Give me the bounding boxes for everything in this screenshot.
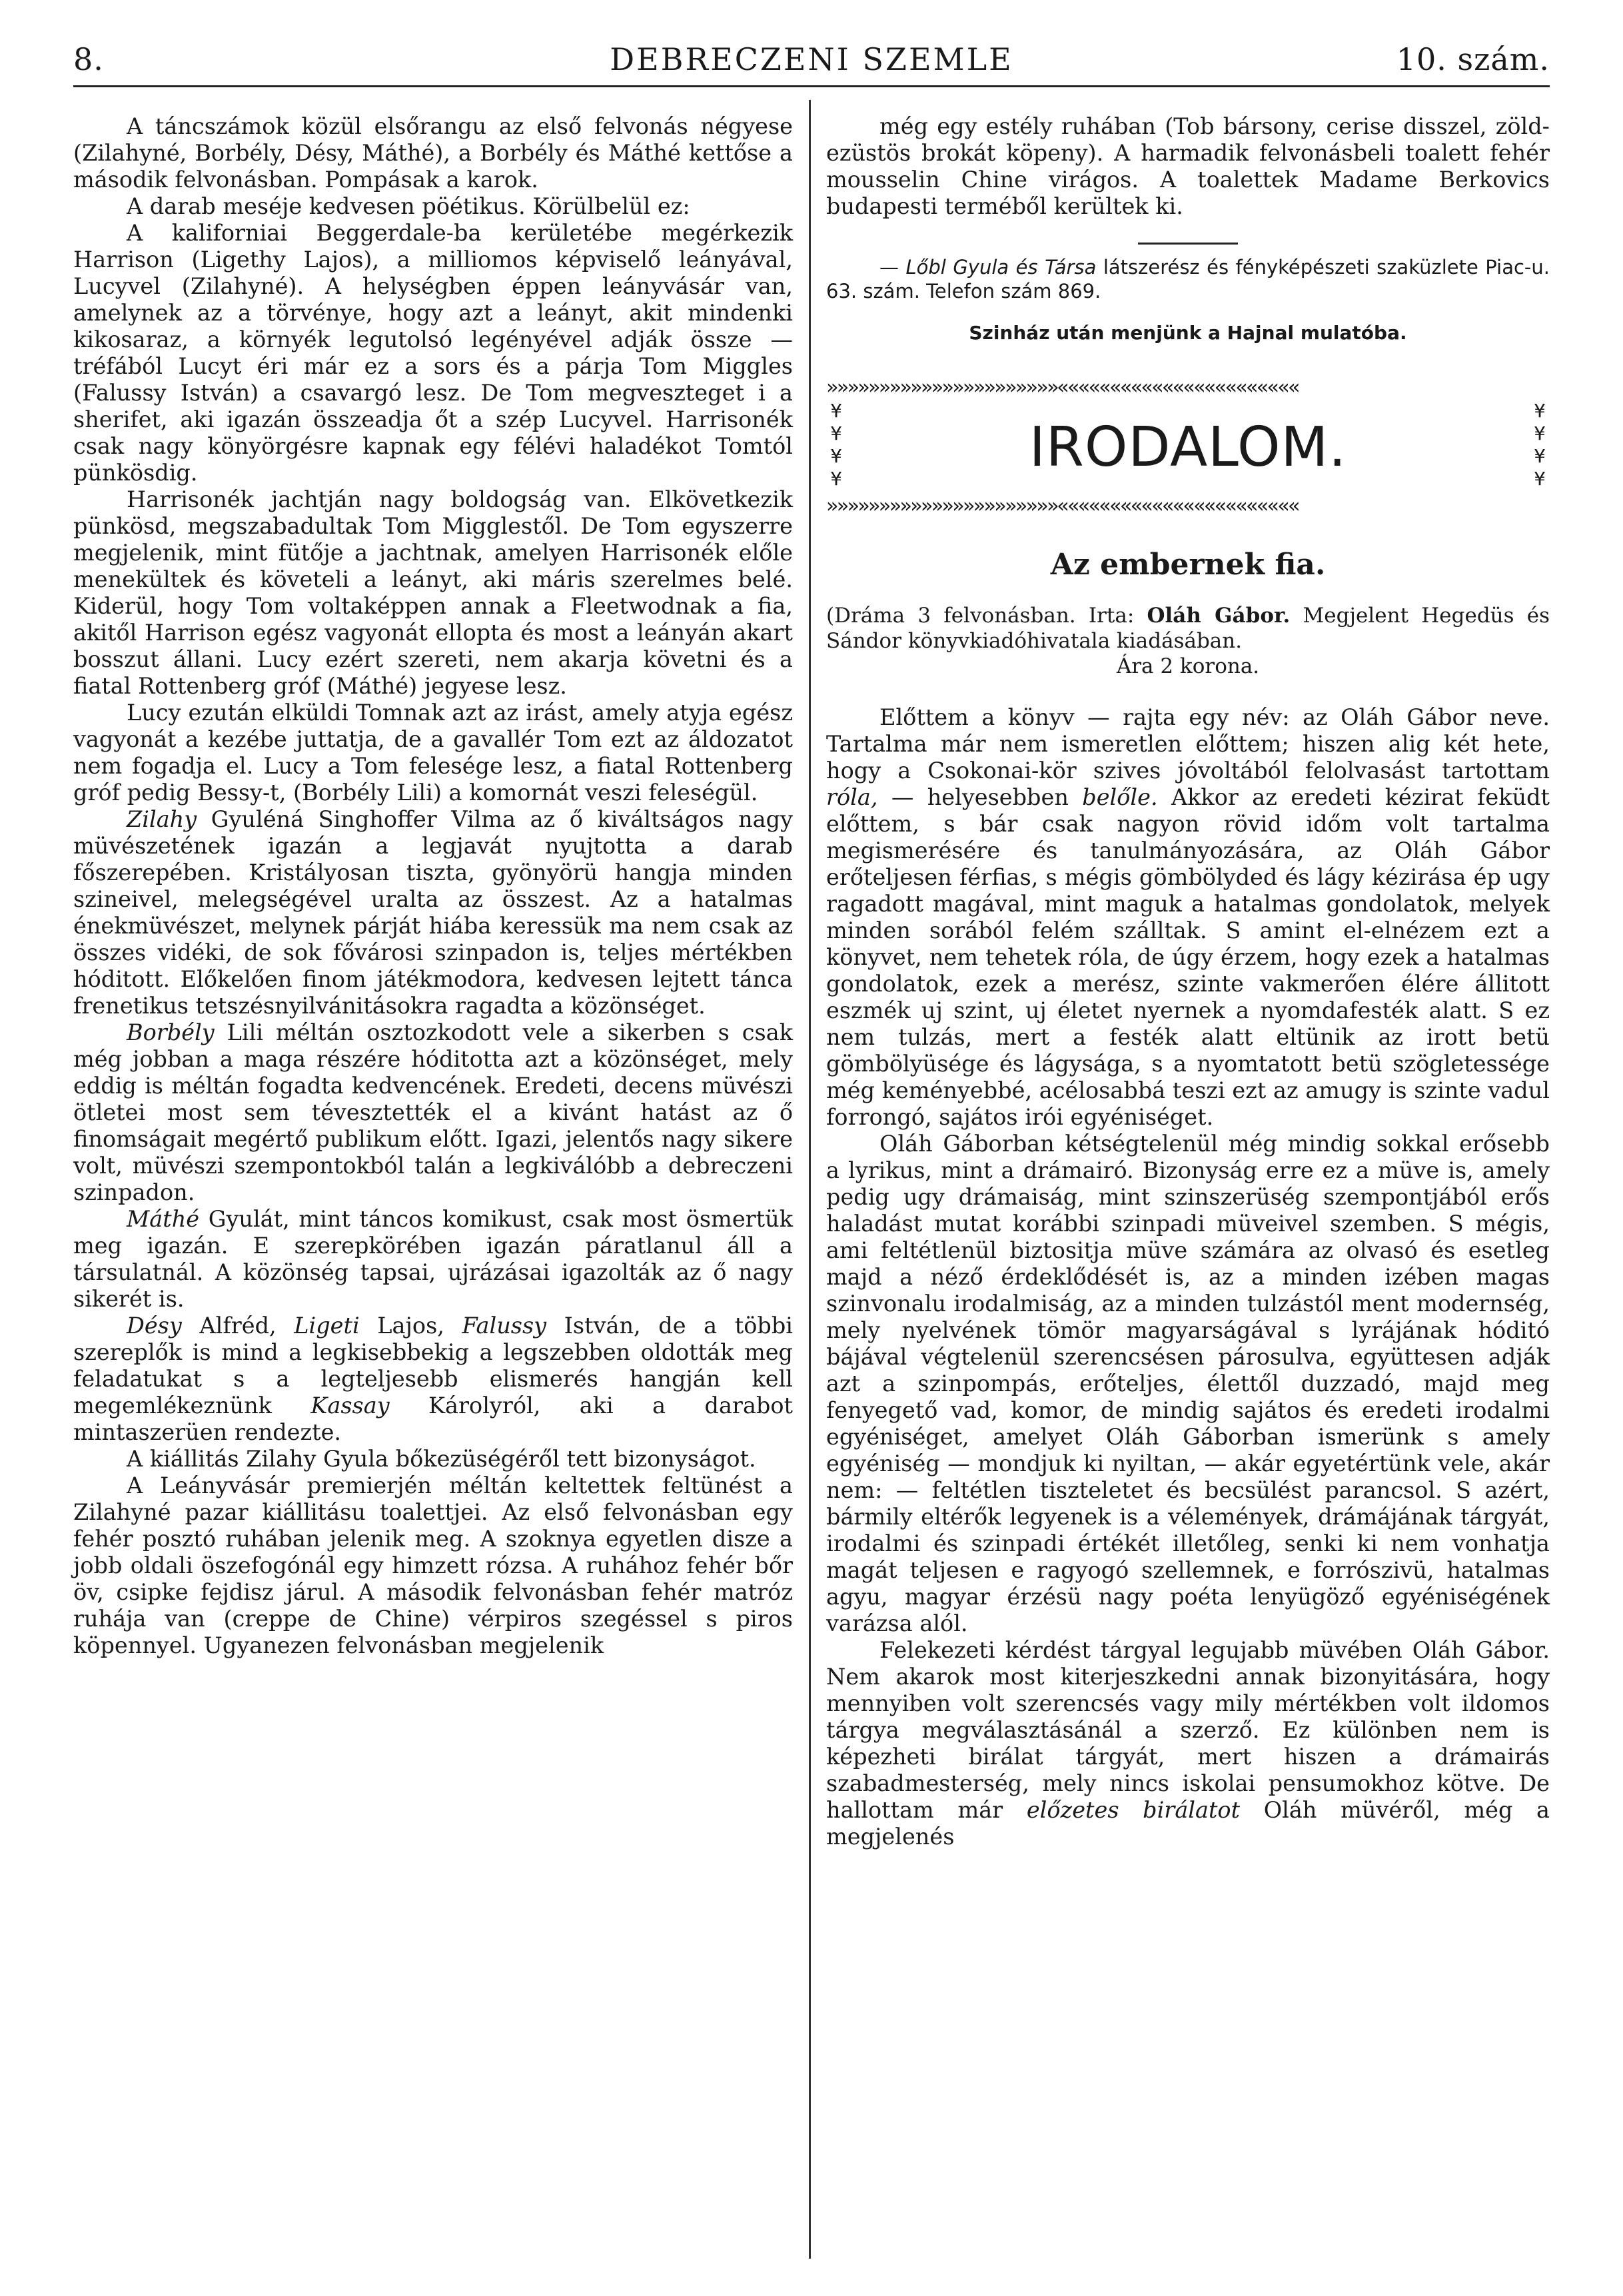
- text-run: Lajos,: [359, 1313, 462, 1339]
- section-title: IRODALOM.: [1029, 416, 1347, 479]
- text-run: Lucy ezután elküldi Tomnak azt az irást, amely atyja egész vagyonát a kezébe juttatja, de a gavallér Tom ezt az áldozatot nem fogadja el. Lucy a Tom felesége lesz, a fiatal Rottenberg gróf pedig Bessy-t, (Borbély Lili) a komornát veszi feleségül.: [73, 700, 793, 806]
- text-run: A kaliforniai Beggerdale-ba kerületébe megérkezik Harrison (Ligethy Lajos), a milliomos képviselő leányával, Lucyvel (Zilahyné). A helységben éppen leányvásár van, amelynek az a törvénye, hogy azt a leányt, akit mindenki kikosaraz, a környék legutolsó legényével adják össze — tréfából Lucyt éri már ez a sors és a párja Tom Miggles (Falussy István) a csavargó lesz. De Tom megveszteget i a sherifet, aki igazán összeadja őt a szép Lucyvel. Harrisonék csak nagy könyörgésre kapnak egy félévi haladékot Tomtól pünkösdig.: [73, 220, 793, 486]
- text-run: Gyuléná Singhoffer Vilma az ő kiváltságos nagy müvészetének igazán a legjavát nyujtotta a darab főszerepében. Kristályosan tiszta, gyönyörü hangja minden szineivel, melegségével uralta az összest. Az a hatalmas énekmüvészet, melynek párját hiába keressük ma nem csak az összes vidéki, de sok fővárosi szinpadon is, teljes mértékben hóditott. Előkelően finom játékmodora, kedvesen lejtett tánca frenetikus tetszésnyilvánitásokra ragadta a közönséget.: [73, 806, 793, 1019]
- text-run: A darab meséje kedvesen pöétikus. Körülbelül ez:: [127, 193, 690, 219]
- review-author: Oláh Gábor.: [1147, 604, 1291, 628]
- notice-divider: [1138, 243, 1238, 245]
- issue-number: 10. szám.: [1396, 41, 1550, 77]
- italic-text: Désy: [127, 1313, 182, 1339]
- advertisement-bold-line: Szinház után menjünk a Hajnal mulatóba.: [969, 322, 1407, 344]
- italic-text: Borbély: [127, 1019, 215, 1045]
- review-meta: (Dráma 3 felvonásban. Irta: Oláh Gábor. Megjelent Hegedüs és Sándor könyvkiadóhivatala kiadásában. Ára 2 korona.: [826, 604, 1550, 678]
- italic-text: Máthé: [127, 1206, 200, 1232]
- text-run: Gyulát, mint táncos komikust, csak most ösmertük meg igazán. E szerepkörében igazán páratlanul áll a társulatnál. A közönség tapsai, ujrázásai igazolták az ő nagy sikerét is.: [73, 1206, 793, 1312]
- banner-border-right: ¥ ¥ ¥ ¥: [1534, 400, 1546, 490]
- text-run: A Leányvásár premierjén méltán keltettek feltünést a Zilahyné pazar kiállitásu toalettjei. Az első felvonásban egy fehér posztó ruhában jelenik meg. A szoknya egyetlen disze a jobb oldali öszefogónál egy himzett rózsa. A ruhához fehér bőr öv, csipke fejdisz járul. A második felvonásban fehér matróz ruhája van (creppe de Chine) vérpiros szegéssel s piros köpennyel. Ugyanezen felvonásban megjelenik: [73, 1472, 793, 1658]
- text-run: A kiállitás Zilahy Gyula bőkezüségéről tett bizonyságot.: [127, 1446, 756, 1472]
- text-run: Alfréd,: [181, 1313, 294, 1339]
- paragraph: [73, 113, 793, 193]
- paragraph: [73, 1019, 793, 1206]
- review-title: Az embernek fia.: [1050, 548, 1326, 582]
- paragraph: [73, 193, 793, 220]
- paragraph: [826, 1637, 1550, 1850]
- italic-text: előzetes birálatot: [1026, 1797, 1241, 1823]
- italic-text: Ligeti: [294, 1313, 360, 1339]
- text-run: Károlyról, aki a darabot mintaszerüen rendezte.: [73, 1393, 793, 1445]
- italic-text: róla,: [826, 784, 878, 810]
- journal-title: DEBRECZENI SZEMLE: [610, 41, 1013, 77]
- paragraph: [73, 1472, 793, 1659]
- page-number: 8.: [73, 41, 104, 77]
- text-run: A táncszámok közül elsőrangu az első felvonás négyese (Zilahyné, Borbély, Désy, Máthé), a Borbély és Máthé kettőse a második felvonásban. Pompásak a karok.: [73, 113, 793, 193]
- paragraph: [73, 806, 793, 1019]
- column-divider: [809, 100, 811, 2259]
- banner-border-left: ¥ ¥ ¥ ¥: [830, 400, 842, 490]
- text-run: Felekezeti kérdést tárgyal legujabb müvében Oláh Gábor. Nem akarok most kiterjeszkedni annak bizonyitására, hogy mennyiben volt szerencsés vagy mily mértékben volt ildomos tárgya megválasztásánál a szerző. Ez különben nem is képezheti birálat tárgyát, mert hiszen a drámairás szabadmesterség, mely nincs iskolai pensumokhoz kötve. De hallottam már: [826, 1637, 1550, 1823]
- right-top-paragraph: még egy estély ruhában (Tob bársony, cerise disszel, zöld-ezüstös brokát köpeny). A harmadik felvonásbeli toalett fehér mousselin Chine virágos. A toalettek Madame Berkovics budapesti terméből kerültek ki.: [826, 113, 1550, 219]
- text-run: Oláh müvéről, még a megjelenés: [826, 1797, 1550, 1850]
- italic-text: Falussy: [462, 1313, 547, 1339]
- italic-text: Kassay: [310, 1393, 390, 1419]
- text-run: Akkor az eredeti kézirat feküdt előttem, s bár csak nagyon rövid időm volt tartalma megismerésére és tanulmányozására, az Oláh Gábor erőteljesen férfias, s mégis gömbölyded és lágy kézirása ép ugy ragadott magával, mint maguk a hatalmas gondolatok, melyek minden sorából felém szálltak. S amint el-elnézem ezt a könyvet, nem tehetek róla, de úgy érzem, hogy ezek a hatalmas gondolatok, ezek a merész, szinte vakmerően élére állitott eszmék uj szint, uj életet nyernek a nyomdafesték alatt. S ez nem tulzás, mert a festék alatt eltünik az irott betü gömbölyüsége és lágysága, s a nyomtatott betü szögletessége még keményebbé, acélosabbá teszi ezt az amugy is szinte vadul forrongó, sajátos irói egyéniséget.: [826, 784, 1550, 1130]
- advertisement-text: látszerész és fényképészeti szaküzlete Piac-u. 63. szám. Telefon szám 869.: [826, 256, 1550, 302]
- section-banner: [826, 377, 1550, 517]
- paragraph: [73, 1206, 793, 1313]
- advertisement-notice: — Lőbl Gyula és Társa látszerész és fényképészeti szaküzlete Piac-u. 63. szám. Telefon szám 869.: [826, 256, 1550, 302]
- paragraph: [73, 1313, 793, 1446]
- banner-border-top: »»»»»»»»»»»»»»»»»»»»»»«««««««««««««««««««««««: [826, 377, 1299, 398]
- italic-text: Zilahy: [127, 806, 197, 832]
- left-column: [73, 113, 793, 1659]
- paragraph: [73, 220, 793, 486]
- right-column: [826, 113, 1550, 1850]
- paragraph: [826, 704, 1550, 1131]
- review-price: Ára 2 korona.: [1116, 654, 1260, 678]
- text-run: Lili méltán osztozkodott vele a sikerben s csak még jobban a maga részére hóditotta azt a közönséget, mely eddig is méltán fogadta kedvencének. Eredeti, decens müvészi ötletei most sem tévesztették el a kivánt hatást az ő finomságait megértő publikum előtt. Igazi, jelentős nagy sikere volt, müvészi szempontokból talán a legkiválóbb a debreczeni szinpadon.: [73, 1019, 793, 1205]
- paragraph: [73, 486, 793, 700]
- text-run: Harrisonék jachtján nagy boldogság van. Elkövetkezik pünkösd, megszabadultak Tom Migglestől. De Tom egyszerre megjelenik, mint fütője a jachtnak, amelyen Harrisonék előle menekültek és követeli a leányt, aki máris szerelmes belé. Kiderül, hogy Tom voltaképpen annak a Fleetwodnak a fia, akitől Harrison egész vagyonát ellopta és most a leányán akart bosszut állani. Lucy ezért szereti, nem akarja követni és a fiatal Rottenberg gróf (Máthé) jegyese lesz.: [73, 486, 793, 699]
- italic-text: belőle.: [1082, 784, 1158, 810]
- page-header: [73, 35, 1550, 87]
- banner-border-bottom: »»»»»»»»»»»»»»»»»»»»»»«««««««««««««««««««««««: [826, 496, 1299, 517]
- header-rule: [73, 85, 1550, 87]
- text-run: — helyesebben: [877, 784, 1083, 810]
- paragraph: [826, 1131, 1550, 1637]
- advertiser-name: Lőbl Gyula és Társa: [905, 256, 1097, 279]
- text-run: Oláh Gáborban kétségtelenül még mindig sokkal erősebb a lyrikus, mint a drámairó. Bizonyság erre ez a müve is, amely pedig ugy drámaiság, mint szinszerüség szempontjából erős haladást mutat korábbi szinpadi müveivel szemben. S mégis, ami feltétlenül biztositja müve számára az olvasó és esetleg majd a néző érdeklődését is, az a minden izében magas szinvonalu irodalmiság, az a minden tulzástól ment modernség, mely nyelvének tömör magyarságával s lyrájának hóditó bájával végtelenül szerencsésen párosulva, együttesen adják azt a szinpompás, erőteljes, élettől duzzadó, majd meg fenyegető vad, komor, de mindig sajátos és eredeti irodalmi egyéniséget, amelyet Oláh Gáborban ismerünk s amely egyéniség — mondjuk ki nyiltan, — akár egyetértünk vele, akár nem: — feltétlen tiszteletet és becsülést parancsol. S azért, bármily eltérők legyenek is a vélemények, drámájának tárgyát, irodalmi és szinpadi értékét illetőleg, senki ki nem vonhatja magát teljesen e ragyogó szellemnek, e forrószivü, hatalmas agyu, magyar érzésü nagy poéta lenyügöző egyéniségének varázsa alól.: [826, 1131, 1550, 1636]
- text-run: István, de a többi szereplők is mind a legkisebbekig a legszebben oldották meg feladatukat s a legteljesebb elismerés hangján kell megemlékeznünk: [73, 1313, 793, 1419]
- paragraph: [73, 1446, 793, 1472]
- review-body: [826, 704, 1550, 1850]
- paragraph: [73, 700, 793, 806]
- text-run: Előttem a könyv — rajta egy név: az Oláh Gábor neve. Tartalma már nem ismeretlen előttem; hiszen alig két hete, hogy a Csokonai-kör szives jóvoltából felolvasást tartottam: [826, 704, 1550, 784]
